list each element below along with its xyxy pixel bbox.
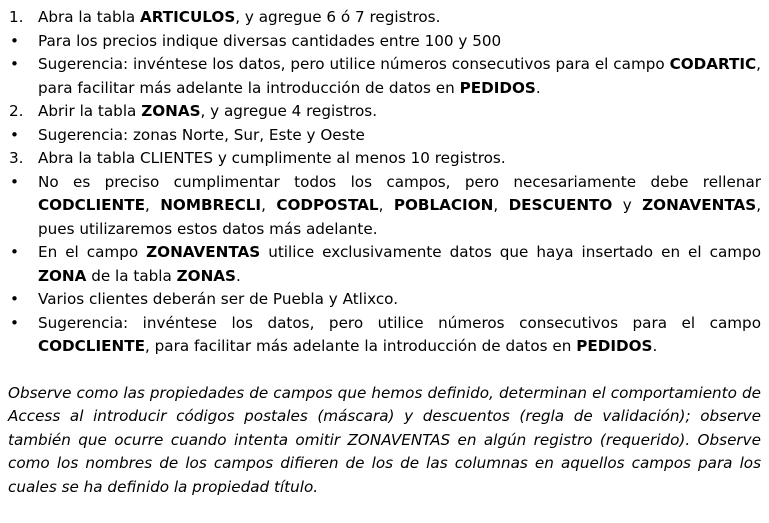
observation-paragraph: Observe como las propiedades de campos que hemos definido, determinan el comportamiento de Access al introducir códigos postales (máscara) y descuentos (regla de validación); observe también que ocurre cuando intenta omitir ZONAVENTAS en algún registro (requerido). Observe como los nombres de los campos difieren de los de las columnas en aquellos campos para los cuales se ha definido la propiedad título. [8,383,761,496]
item-number: 3. [9,149,24,167]
text-run: Sugerencia: zonas Norte, Sur, Este y Oeste [38,125,365,144]
numbered-item [8,6,761,30]
item-text [38,8,440,26]
bullet-item [8,124,761,148]
text-run: . [235,266,241,285]
spacer [8,359,761,382]
item-text [38,32,501,50]
bullet-marker: • [10,55,19,73]
text-run: , pues utilizaremos estos datos más adelante. [38,196,762,238]
bold-term: ZONAS [141,102,201,120]
bold-term: POBLACION [393,196,494,214]
item-text [38,290,398,308]
text-run: y [612,196,643,214]
item-text [38,126,365,144]
text-run: Varios clientes deberán ser de Puebla y Atlixco. [38,290,399,308]
bold-term: CODARTIC [669,55,757,73]
bold-term: ZONA [38,266,87,285]
bullet-item [8,288,761,312]
bold-term: PEDIDOS [576,337,653,355]
bullet-item [8,171,761,242]
item-text [38,243,761,285]
bullet-marker: • [10,31,19,50]
bold-term: CODCLIENTE [38,337,145,355]
text-run: Sugerencia: invéntese los datos, pero utilice números consecutivos para el campo [38,313,761,332]
text-run: , [378,196,394,214]
text-run: , [493,196,509,214]
text-run: Abrir la tabla [38,102,142,120]
bullet-item [8,312,761,359]
bullet-item [8,241,761,288]
text-run: , y agregue 6 ó 7 registros. [235,8,441,26]
bold-term: ARTICULOS [140,8,236,26]
text-run: Sugerencia: invéntese los datos, pero utilice números consecutivos para el campo [38,55,670,73]
text-run: Para los precios indique diversas cantidades entre 100 y 500 [38,31,502,50]
text-run: , [261,196,277,214]
item-text [38,173,761,238]
text-run: utilice exclusivamente datos que haya insertado en el campo [260,243,761,261]
item-number: 1. [9,8,24,26]
text-run: , [144,196,161,214]
bullet-marker: • [10,313,19,332]
text-run: de la tabla [86,266,177,285]
numbered-item [8,147,761,171]
item-number: 2. [9,102,24,120]
bullet-item [8,53,761,100]
text-run: . [652,337,658,355]
text-run: Abra la tabla [38,8,141,26]
bold-term: ZONAS [176,266,236,285]
bold-term: ZONAVENTAS [642,196,757,214]
bold-term: CODCLIENTE [38,196,145,214]
item-text [38,102,377,120]
item-text [38,314,761,356]
bullet-marker: • [10,172,19,191]
text-run: No es preciso cumplimentar todos los campos, pero necesariamente debe rellenar [38,172,761,191]
bold-term: ZONAVENTAS [146,243,261,261]
text-run: , y agregue 4 registros. [200,102,378,120]
item-text [38,149,506,167]
bullet-item [8,30,761,54]
item-text [38,55,761,97]
text-run: . [535,78,541,97]
bold-term: CODPOSTAL [276,196,379,214]
text-run: , para facilitar más adelante la introducción de datos en [38,55,761,97]
bullet-marker: • [10,243,19,261]
bold-term: DESCUENTO [508,196,613,214]
bullet-marker: • [10,290,19,308]
bullet-marker: • [10,125,19,144]
text-run: En el campo [38,243,147,261]
bold-term: NOMBRECLI [160,196,262,214]
text-run: Abra la tabla CLIENTES y cumplimente al menos 10 registros. [38,149,506,167]
text-run: , para facilitar más adelante la introducción de datos en [144,337,577,355]
numbered-item [8,100,761,124]
instruction-list [8,6,761,359]
bold-term: PEDIDOS [459,78,536,97]
